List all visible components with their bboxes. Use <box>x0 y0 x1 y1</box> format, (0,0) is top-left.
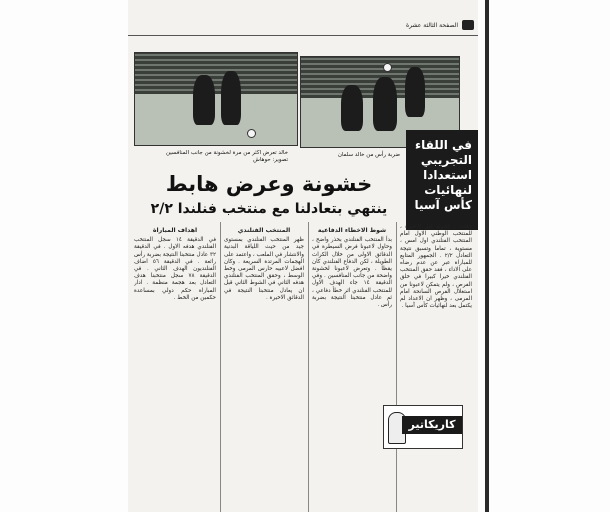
newspaper-page <box>128 0 478 512</box>
caption-text: خالد تعرض اكثر من مرة لخشونة من جانب المنافسين <box>165 150 288 156</box>
column-text: ظهر المنتخب الفنلندي بمستوى جيد من حيث اللياقة البدنية والانتشار في الملعب ، واعتمد على الهجمات المرتدة السريعة . وكان افضل لاعبيه حارس المرمى وخط الوسط ، وحقق المنتخب الفنلندي هدفه الثاني في الشوط الثاني قبل ان يعادل منتخبنا النتيجة في الدقائق الاخيرة . <box>224 237 304 301</box>
article-column-2 <box>312 224 392 512</box>
left-page-margin <box>0 0 128 512</box>
page-header <box>128 18 478 36</box>
photo-right-caption: ضربة رأس من خالد سلمان <box>337 152 400 158</box>
player-figure <box>405 67 425 117</box>
column-text: في الدقيقة ١٤ سجل المنتخب الفنلندي هدفه الاول . في الدقيقة ٣٢ عادل منتخبنا النتيجة بضربة رأس رائعة . في الدقيقة ٥٦ اضاف الفنلنديون الهدف الثاني . في الدقيقة ٧٨ سجل منتخبنا هدف التعادل بعد هجمة منظمة . ادار المباراة حكم دولي بمساعدة حكمين من الخط . <box>134 237 216 301</box>
column-divider <box>220 222 221 512</box>
newspaper-logo-icon <box>462 20 474 30</box>
column-subhead: شوط الاخطاء الدفاعية <box>317 227 387 234</box>
photo-credit: تصوير: حوهاش <box>253 157 288 163</box>
sub-headline: ينتهي بتعادلنا مع منتخب فنلندا ٢/٢ <box>150 201 388 217</box>
player-figure <box>373 77 397 131</box>
intro-box: في اللقاء التجريبي استعدادا لنهائيات كأس آسيا <box>406 130 478 230</box>
photo-left <box>134 52 298 146</box>
column-text: جاءت ، الجولة قبل الأخيرة ، للمنتخب الوطني الاول امام المنتخب الفنلندي اول امس ، مستوية ، تماما وتسبق نتيجة التعادل ٢/٢ . الجمهور المتابع للمباراة عبر عن عدم رضاه على الاداء ، فقد حقق المنتخب الفنلندي خيرا كبيرا في خلق الفرص ، ولم يتمكن لاعبونا من استغلال الفرص السانحة امام المرمى ، وظهر ان الاعداد لم يكتمل بعد لنهائيات كأس آسيا . <box>400 224 472 310</box>
article-column-3 <box>224 224 304 512</box>
cartoon-title: كاريكاتير <box>402 416 462 434</box>
cartoon-box <box>383 405 463 449</box>
column-divider <box>396 222 397 512</box>
headline: خشونة وعرض هابط <box>165 172 373 196</box>
column-divider <box>308 222 309 512</box>
player-figure <box>221 71 241 125</box>
ball-icon <box>383 63 392 72</box>
column-subhead: اهداف المباراة <box>152 227 198 234</box>
article-column-1 <box>400 224 472 512</box>
column-text: بدأ المنتخب الفنلندي بحذر واضح ، وحاول لاعبونا فرض السيطرة في الدقائق الاولى من خلال الكرات الطويلة ، لكن الدفاع الفنلندي كان يقظا . وتعرض لاعبونا لخشونة واضحة من جانب المنافسين . وفي الدقيقة ١٤ جاء الهدف الاول للمنتخب الفنلندي اثر خطأ دفاعي ، ثم عادل منتخبنا النتيجة بضربة رأس . <box>312 237 392 309</box>
article-column-4 <box>134 224 216 512</box>
page-number-label: الصفحة الثالثة عشرة <box>405 22 458 29</box>
ball-icon <box>247 129 256 138</box>
column-subhead: المنتخب الفنلندي <box>237 227 291 234</box>
photo-left-caption <box>138 150 288 164</box>
right-page-margin <box>478 0 610 512</box>
player-figure <box>341 85 363 131</box>
binding-edge <box>485 0 489 512</box>
player-figure <box>193 75 215 125</box>
